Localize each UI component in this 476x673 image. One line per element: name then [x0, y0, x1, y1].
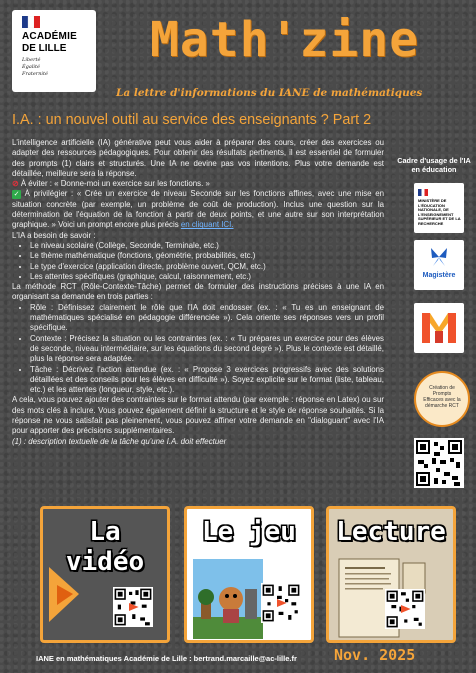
magistere-label: Magistère [422, 272, 456, 279]
m-brand-icon [420, 309, 458, 347]
footer-date: Nov. 2025 [334, 646, 416, 664]
reading-card-label: Lecture [336, 517, 446, 547]
academy-name-line1: ACADÉMIE [22, 31, 77, 42]
footnote: (1) : description textuelle de la tâche qu'une I.A. doit effectuer [12, 436, 227, 446]
game-card[interactable] [184, 506, 314, 643]
ministere-logo[interactable] [414, 183, 464, 233]
list-item: • Contexte : Précisez la situation ou les contraintes (ex. : « Tu prépares un exercice pour des élèves de seconde, niveau intermédiaire, sur les équations du second degré »). Plus le contexte est détaillé, plus la réponse sera adaptée. [30, 334, 384, 365]
tagline: La lettre d'informations du IANE de mathématiques [116, 87, 423, 99]
qr-code-icon[interactable] [414, 438, 464, 488]
video-card[interactable] [40, 506, 170, 643]
intro-paragraph: L'intelligence artificielle (IA) générative peut vous aider à préparer des cours, créer des exercices ou adapter des ressources pédagogiques. Pour obtenir des résultats pertinents, il est essentiel de formuler des prompts (1) clairs et structurés. Une IA ne devine pas vos intentions. Plus votre demande est détaillée, meilleure sera la réponse. [12, 138, 384, 178]
footer-contact[interactable]: IANE en mathématiques Académie de Lille : bertrand.marcaille@ac-lille.fr [36, 654, 297, 663]
brand-title: Math'zine [150, 12, 420, 68]
rct-badge-text: Création de Prompts Efficaces avec la démarche RCT [423, 385, 461, 409]
prefer-paragraph [12, 189, 384, 230]
academy-logo [12, 10, 96, 92]
flag-icon [418, 189, 428, 196]
needs-list [12, 241, 384, 282]
list-item: • Le thème mathématique (fonctions, géométrie, probabilités, etc.) [30, 251, 384, 261]
republic-motto [22, 57, 48, 78]
qr-code-icon[interactable] [113, 587, 153, 627]
list-item: • Les attentes spécifiques (graphique, calcul, raisonnement, etc.) [30, 272, 384, 282]
prompt-link[interactable]: en cliquant ICI. [180, 220, 234, 230]
motto-fraternite: Fraternité [22, 71, 48, 77]
article-title: I.A. : un nouvel outil au service des enseignants ? Part 2 [12, 112, 372, 128]
sidebar-caption: Cadre d'usage de l'IA en éducation [397, 156, 471, 174]
forbidden-icon: ⊘ [12, 179, 19, 189]
avoid-text: À éviter : « Donne-moi un exercice sur les fonctions. » [20, 179, 210, 189]
m-logo[interactable] [414, 303, 464, 353]
rct-intro: La méthode RCT (Rôle-Contexte-Tâche) permet de formuler des instructions précises à une IA en organisant sa demande en trois parties : [12, 282, 384, 302]
list-item: • Le type d'exercice (application directe, problème ouvert, QCM, etc.) [30, 262, 384, 272]
qr-code-icon[interactable] [385, 589, 425, 629]
ministere-text: MINISTÈRE DE L'ÉDUCATION NATIONALE, DE L'ENSEIGNEMENT SUPÉRIEUR ET DE LA RECHERCHE [418, 198, 461, 226]
reading-card[interactable] [326, 506, 456, 643]
academy-name-line2: DE LILLE [22, 43, 67, 54]
rct-list [12, 303, 384, 396]
magistere-logo[interactable] [414, 240, 464, 290]
butterfly-icon [429, 246, 449, 268]
video-card-label: La vidéo [65, 517, 145, 577]
game-card-label: Le jeu [202, 517, 296, 547]
outro-paragraph: A cela, vous pouvez ajouter des contraintes sur le format attendu (par exemple : réponse en Latex) ou sur des mots clés à inclure. Vous pouvez également définir la structure et le style de réponse souhaités. Si la réponse ne vous satisfait pas pleinement, vous pouvez affiner votre demande en "dialoguant" avec l'IA pour apporter des précisions supplémentaires. [12, 395, 384, 436]
rct-badge[interactable] [414, 371, 470, 427]
article-body [12, 138, 384, 447]
list-item: • Le niveau scolaire (Collège, Seconde, Terminale, etc.) [30, 241, 384, 251]
check-icon: ✓ [13, 191, 20, 199]
avoid-line [12, 179, 384, 189]
motto-liberte: Liberté [22, 57, 41, 63]
motto-egalite: Égalité [22, 64, 40, 70]
game-illustration [193, 559, 263, 639]
list-item: • Tâche : Décrivez l'action attendue (ex. : « Propose 3 exercices progressifs avec des solutions détaillées et des conseils pour les élèves en difficulté »). Soyez explicite sur le format (liste, tableau, etc.) et les attentes (longueur, style, etc.). [30, 365, 384, 396]
list-item: • Rôle : Définissez clairement le rôle que l'IA doit endosser (ex. : « Tu es un enseignant de mathématiques spécialisé en pédagogie différenciée »). Cela oriente ses réponses vers un profil spécifique. [30, 303, 384, 334]
marianne-icon [22, 16, 40, 28]
needs-intro: L'IA a besoin de savoir : [12, 230, 96, 240]
qr-code-icon[interactable] [261, 583, 301, 623]
prefer-text: À privilégier : « Crée un exercice de niveau Seconde sur les fonctions affines, avec une mise en situation concrète (par exemple, un problème de coût de production). Inclus une question sur la détermination de l'équation de la fonction à partir de deux points, et une autre sur son interprétation graphique. » Voici un prompt encore plus précis [12, 189, 384, 230]
